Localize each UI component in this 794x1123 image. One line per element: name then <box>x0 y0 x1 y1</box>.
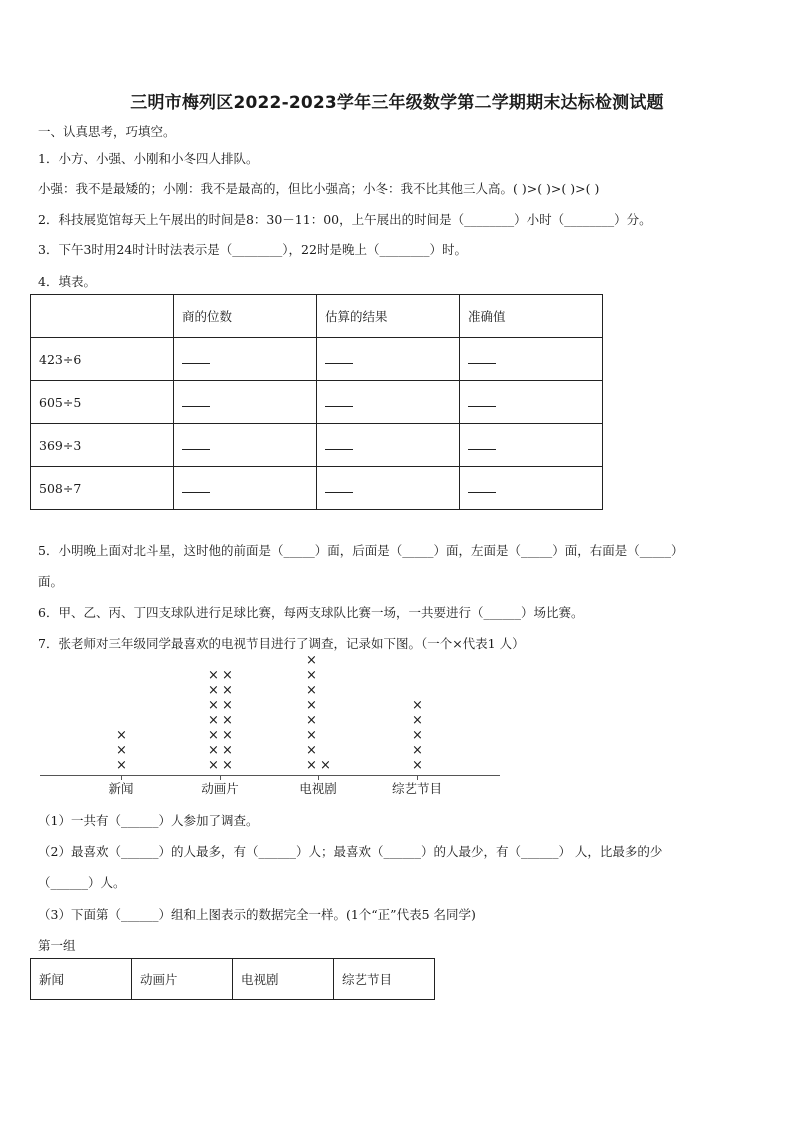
row-label: 605÷5 <box>31 381 174 424</box>
tally-mark: × <box>208 743 219 758</box>
question-5-continued: 面。 <box>38 574 64 589</box>
answer-blank[interactable] <box>317 424 460 467</box>
group-1-table <box>30 958 435 1000</box>
tally-mark: × <box>208 728 219 743</box>
tally-mark: × <box>306 713 317 728</box>
question-3: 3．下午3时用24时计时法表示是（________），22时是晚上（________）时。 <box>38 242 467 257</box>
tally-mark: × <box>306 698 317 713</box>
answer-blank[interactable] <box>460 424 603 467</box>
tally-mark: × <box>222 758 233 773</box>
table-header-cell <box>31 295 174 338</box>
table-row <box>31 424 603 467</box>
table-cell: 电视剧 <box>233 959 334 1000</box>
tally-mark: × <box>222 698 233 713</box>
question-7-2-continued: （______）人。 <box>38 875 126 890</box>
tally-mark: × <box>412 728 423 743</box>
tally-mark: × <box>306 728 317 743</box>
table-header-cell: 准确值 <box>460 295 603 338</box>
table-header-cell: 商的位数 <box>174 295 317 338</box>
tally-mark: × <box>306 683 317 698</box>
question-4: 4．填表。 <box>38 274 96 289</box>
question-7-1: （1）一共有（______）人参加了调查。 <box>38 813 259 828</box>
tally-mark: × <box>222 683 233 698</box>
table-row <box>31 467 603 510</box>
answer-blank[interactable] <box>174 338 317 381</box>
group-1-label: 第一组 <box>38 938 76 953</box>
question-1-detail: 小强：我不是最矮的；小刚：我不是最高的，但比小强高；小冬：我不比其他三人高。( )>( )>( )>( ) <box>38 181 600 196</box>
table-cell: 新闻 <box>31 959 132 1000</box>
tally-mark: × <box>208 668 219 683</box>
question-6: 6．甲、乙、丙、丁四支球队进行足球比赛，每两支球队比赛一场，一共要进行（______）场比赛。 <box>38 605 584 620</box>
table-row <box>31 959 435 1000</box>
tally-mark: × <box>412 743 423 758</box>
answer-blank[interactable] <box>317 467 460 510</box>
question-7: 7．张老师对三年级同学最喜欢的电视节目进行了调查，记录如下图。（一个×代表1 人） <box>38 636 525 651</box>
table-row <box>31 381 603 424</box>
category-label: 电视剧 <box>299 781 337 796</box>
answer-blank[interactable] <box>174 467 317 510</box>
tally-mark: × <box>412 713 423 728</box>
answer-blank[interactable] <box>174 424 317 467</box>
tally-mark: × <box>116 758 127 773</box>
tally-mark: × <box>306 653 317 668</box>
category-label: 新闻 <box>108 781 134 796</box>
tally-mark: × <box>116 728 127 743</box>
tally-mark: × <box>222 743 233 758</box>
table-cell: 动画片 <box>132 959 233 1000</box>
answer-blank[interactable] <box>317 338 460 381</box>
tally-mark: × <box>306 758 317 773</box>
tally-mark: × <box>222 728 233 743</box>
answer-blank[interactable] <box>460 381 603 424</box>
table-cell: 综艺节目 <box>334 959 435 1000</box>
answer-blank[interactable] <box>460 467 603 510</box>
row-label: 423÷6 <box>31 338 174 381</box>
row-label: 508÷7 <box>31 467 174 510</box>
tally-mark: × <box>222 668 233 683</box>
tally-mark: × <box>412 698 423 713</box>
tally-mark: × <box>208 713 219 728</box>
question-2: 2．科技展览馆每天上午展出的时间是8：30－11：00，上午展出的时间是（________）小时（________）分。 <box>38 212 652 227</box>
answer-blank[interactable] <box>317 381 460 424</box>
section-heading: 一、认真思考，巧填空。 <box>38 124 176 139</box>
tally-mark: × <box>306 668 317 683</box>
table-header-cell: 估算的结果 <box>317 295 460 338</box>
question-1: 1．小方、小强、小刚和小冬四人排队。 <box>38 151 259 166</box>
tally-mark: × <box>320 758 331 773</box>
page-title: 三明市梅列区2022-2023学年三年级数学第二学期期末达标检测试题 <box>130 93 664 113</box>
division-table <box>30 294 603 510</box>
row-label: 369÷3 <box>31 424 174 467</box>
table-row <box>31 338 603 381</box>
tally-mark: × <box>208 683 219 698</box>
answer-blank[interactable] <box>174 381 317 424</box>
question-5: 5．小明晚上面对北斗星，这时他的前面是（_____）面，后面是（_____）面，左面是（_____）面，右面是（_____） <box>38 543 684 558</box>
chart-axis <box>40 775 500 776</box>
question-7-3: （3）下面第（______）组和上图表示的数据完全一样。(1个“正”代表5 名同学) <box>38 907 476 922</box>
tally-mark: × <box>208 758 219 773</box>
category-label: 综艺节目 <box>391 781 442 796</box>
tally-mark: × <box>116 743 127 758</box>
category-label: 动画片 <box>201 781 239 796</box>
question-7-2: （2）最喜欢（______）的人最多，有（______）人；最喜欢（______）的人最少，有（______） 人，比最多的少 <box>38 844 663 859</box>
tally-mark: × <box>208 698 219 713</box>
tally-mark: × <box>306 743 317 758</box>
tally-mark: × <box>222 713 233 728</box>
table-header-row <box>31 295 603 338</box>
tally-mark: × <box>412 758 423 773</box>
answer-blank[interactable] <box>460 338 603 381</box>
